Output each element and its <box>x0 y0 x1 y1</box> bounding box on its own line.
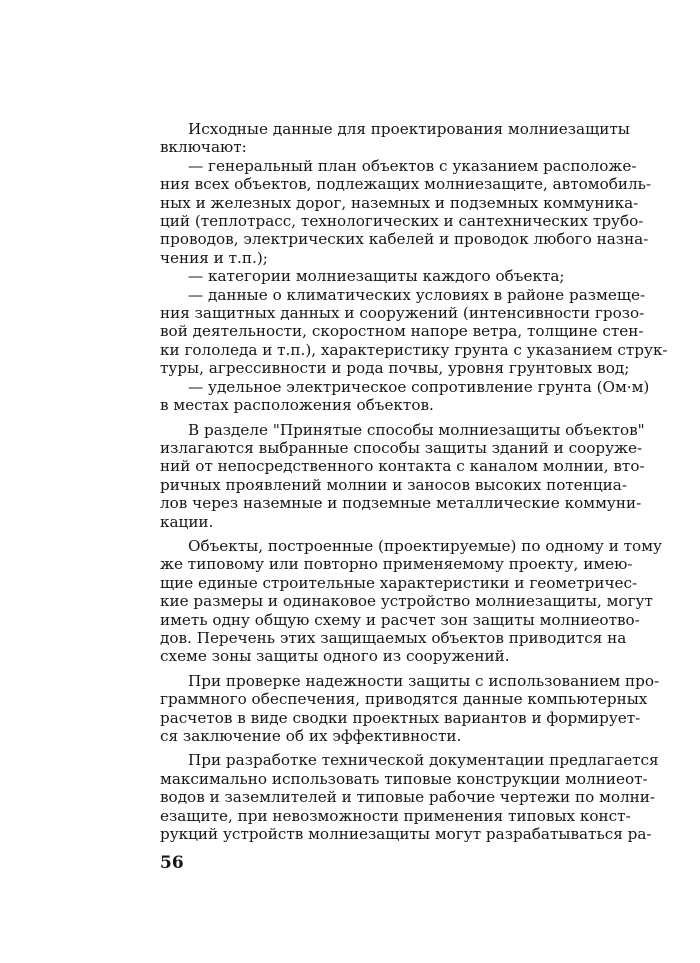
text-line: рукций устройств молниезащиты могут разрабатываться ра- <box>160 825 652 844</box>
text-line: При разработке технической документации предлагается <box>188 751 659 770</box>
text-line: Исходные данные для проектирования молниезащиты <box>188 120 630 138</box>
text-line: — данные о климатических условиях в районе размеще- <box>188 285 646 304</box>
text-line: ся заключение об их эффективности. <box>160 727 462 745</box>
text-line: В разделе "Принятые способы молниезащиты объектов" <box>188 420 645 439</box>
text-line: иметь одну общую схему и расчет зон защиты молниеотво- <box>160 610 640 629</box>
text-line: максимально использовать типовые конструкции молниеот- <box>160 769 648 788</box>
text-line: чения и т.п.); <box>160 248 268 267</box>
text-line: граммного обеспечения, приводятся данные компьютерных <box>160 690 648 709</box>
text-line: щие единые строительные характеристики и геометричес- <box>160 573 638 592</box>
text-line: включают: <box>160 138 247 157</box>
text-line: кие размеры и одинаковое устройство молниезащиты, могут <box>160 592 653 611</box>
page-text <box>160 120 668 844</box>
text-line: — генеральный план объектов с указанием расположе- <box>188 156 637 175</box>
text-line: ния всех объектов, подлежащих молниезащите, автомобиль- <box>160 175 652 194</box>
text-line: же типовому или повторно применяемому проекту, имею- <box>160 555 633 574</box>
text-line: ных и железных дорог, наземных и подземных коммуника- <box>160 193 639 212</box>
text-line: вой деятельности, скоростном напоре ветра, толщине стен- <box>160 322 644 341</box>
text-line: При проверке надежности защиты с использованием про- <box>188 671 660 690</box>
text-line: — удельное электрическое сопротивление грунта (Ом·м) <box>188 377 650 396</box>
text-line: ричных проявлений молнии и заносов высоких потенциа- <box>160 475 627 494</box>
text-line: ний от непосредственного контакта с каналом молнии, вто- <box>160 457 645 476</box>
text-line: — категории молниезащиты каждого объекта; <box>188 267 565 286</box>
text-line: излагаются выбранные способы защиты зданий и сооруже- <box>160 438 643 457</box>
text-line: водов и заземлителей и типовые рабочие чертежи по молни- <box>160 788 656 807</box>
text-line: в местах расположения объектов. <box>160 396 434 415</box>
text-line: ния защитных данных и сооружений (интенсивности грозо- <box>160 304 645 323</box>
text-line: ки гололеда и т.п.), характеристику грунта с указанием струк- <box>160 340 668 359</box>
text-line: туры, агрессивности и рода почвы, уровня грунтовых вод; <box>160 359 630 378</box>
text-line: езащите, при невозможности применения типовых конст- <box>160 806 631 825</box>
text-line: лов через наземные и подземные металлические коммуни- <box>160 494 642 513</box>
page-number: 56 <box>160 853 184 873</box>
text-line: кации. <box>160 512 214 531</box>
text-line: дов. Перечень этих защищаемых объектов приводится на <box>160 628 627 647</box>
text-line: схеме зоны защиты одного из сооружений. <box>160 647 510 666</box>
text-line: расчетов в виде сводки проектных вариантов и формирует- <box>160 708 641 727</box>
text-line: ций (теплотрасс, технологических и сантехнических трубо- <box>160 212 644 231</box>
text-line: проводов, электрических кабелей и проводок любого назна- <box>160 230 649 249</box>
text-line: Объекты, построенные (проектируемые) по одному и тому <box>188 536 662 555</box>
